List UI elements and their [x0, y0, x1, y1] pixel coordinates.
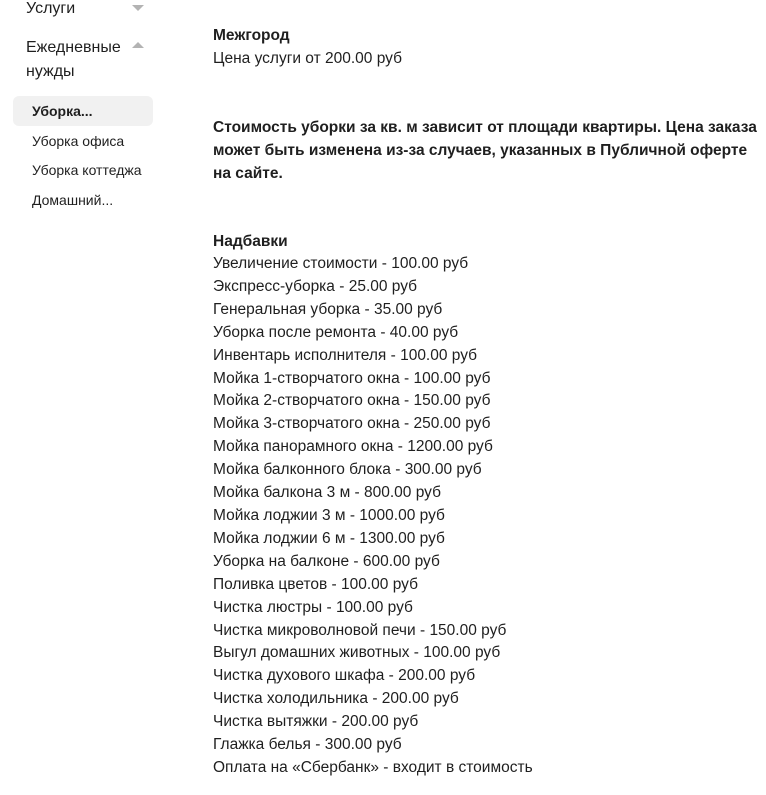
intercity-block	[213, 24, 758, 70]
surcharges-block	[213, 230, 758, 780]
pricing-notice: Стоимость уборки за кв. м зависит от площади квартиры. Цена заказа может быть изменена из-за случаев, указанных в Публичной оферте на сайте.	[213, 119, 757, 182]
list-item: Поливка цветов - 100.00 руб	[213, 575, 418, 593]
chevron-up-icon[interactable]	[132, 42, 144, 48]
list-item: Мойка лоджии 3 м - 1000.00 руб	[213, 506, 445, 524]
chevron-down-icon[interactable]	[132, 5, 144, 11]
sidebar-item-cleaning[interactable]	[13, 96, 153, 126]
list-item: Мойка 1-створчатого окна - 100.00 руб	[213, 369, 491, 387]
intercity-price: Цена услуги от 200.00 руб	[213, 50, 402, 67]
sidebar	[0, 0, 160, 795]
list-item: Мойка балконного блока - 300.00 руб	[213, 461, 482, 479]
sidebar-item-label: Уборка офиса	[32, 133, 125, 149]
list-item: Уборка на балконе - 600.00 руб	[213, 552, 440, 570]
list-item: Мойка панорамного окна - 1200.00 руб	[213, 438, 493, 456]
sidebar-section-label: Ежедневные нужды	[26, 39, 121, 80]
sidebar-section-label: Услуги	[26, 0, 76, 17]
list-item: Оплата на «Сбербанк» - входит в стоимость	[213, 758, 533, 776]
sidebar-item-office-cleaning[interactable]	[13, 126, 153, 156]
sidebar-item-home[interactable]	[13, 185, 153, 215]
list-item: Чистка холодильника - 200.00 руб	[213, 690, 459, 708]
list-item: Инвентарь исполнителя - 100.00 руб	[213, 346, 478, 364]
surcharges-title: Надбавки	[213, 233, 288, 250]
list-item: Мойка балкона 3 м - 800.00 руб	[213, 484, 441, 502]
service-details	[213, 24, 758, 780]
list-item: Уборка после ремонта - 40.00 руб	[213, 323, 459, 341]
list-item: Увеличение стоимости - 100.00 руб	[213, 255, 469, 272]
list-item: Чистка люстры - 100.00 руб	[213, 598, 413, 616]
list-item: Выгул домашних животных - 100.00 руб	[213, 644, 501, 662]
sidebar-item-label: Уборка коттеджа	[32, 162, 142, 178]
surcharges-list	[213, 253, 758, 780]
intercity-title: Межгород	[213, 27, 290, 44]
list-item: Глажка белья - 300.00 руб	[213, 736, 402, 754]
sidebar-item-label: Домашний...	[32, 192, 114, 208]
list-item: Мойка лоджии 6 м - 1300.00 руб	[213, 529, 445, 547]
list-item: Генеральная уборка - 35.00 руб	[213, 300, 443, 318]
list-item: Мойка 2-створчатого окна - 150.00 руб	[213, 392, 491, 410]
sidebar-item-label: Уборка...	[32, 103, 93, 119]
sidebar-section-services[interactable]	[26, 0, 144, 21]
list-item: Чистка вытяжки - 200.00 руб	[213, 713, 419, 731]
list-item: Мойка 3-створчатого окна - 250.00 руб	[213, 415, 491, 433]
list-item: Экспресс-уборка - 25.00 руб	[213, 277, 418, 295]
list-item: Чистка духового шкафа - 200.00 руб	[213, 667, 476, 685]
sidebar-section-daily-needs[interactable]	[26, 36, 144, 84]
list-item: Чистка микроволновой печи - 150.00 руб	[213, 621, 507, 639]
sidebar-item-cottage-cleaning[interactable]	[13, 155, 153, 185]
